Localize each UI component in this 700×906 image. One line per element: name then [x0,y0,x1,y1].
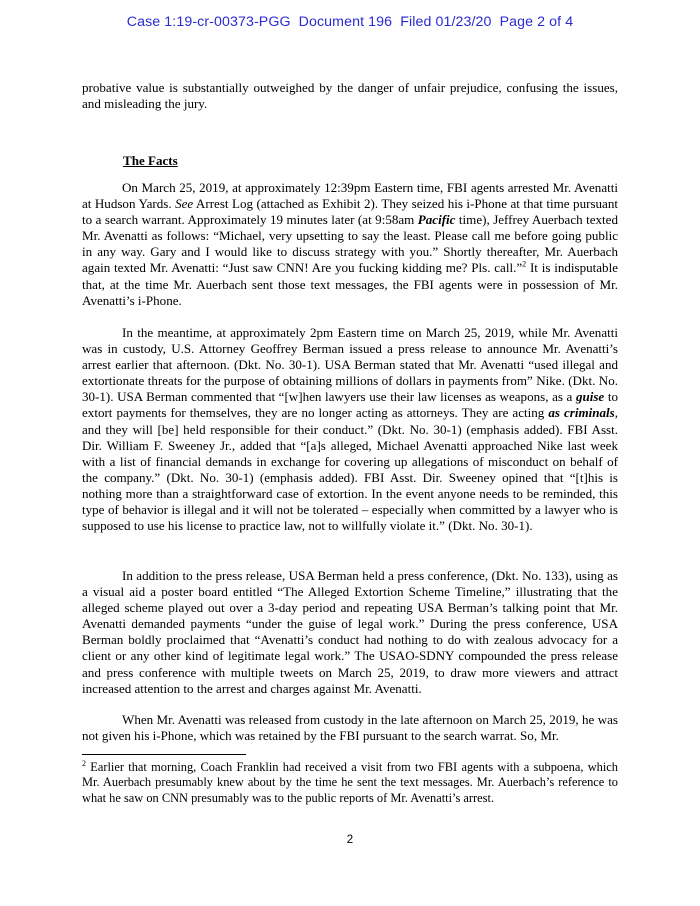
paragraph-3: In addition to the press release, USA Berman held a press conference, (Dkt. No. 133), using as a visual aid a poster board entitled “The Alleged Extortion Scheme Timeline,” illustrating that the alleged scheme played out over a 3-day period and repeating USA Berman’s talking point that Mr. Avenatti demanded payments “under the guise of legal work.” During the press conference, USA Berman boldly proclaimed that “Avenatti’s conduct had nothing to do with zealous advocacy for a client or any other kind of legitimate legal work.” The USAO-SDNY compounded the press release and press conference with multiple tweets on March 25, 2019, to draw more viewers and attract increased attention to the arrest and charges against Mr. Avenatti. [82,568,618,696]
p1-text-c: time), Jeffrey Auerbach texted Mr. Avenatti as follows: “Michael, very upsetting to say the least. Please call me before going public in any way. Gary and I would like to discuss strategy with you.” Shortly thereafter, Mr. Auerbach again texted Mr. Avenatti: “Just saw CNN! Are you fucking kidding me? Pls. call.” [82,212,618,276]
p2-text-c: , and they will [be] held responsible for their conduct.” (Dkt. No. 30-1) (emphasis added). FBI Asst. Dir. William F. Sweeney Jr., added that “[a]s alleged, Michael Avenatti approached Nike last week with a list of financial demands in exchange for covering up allegations of misconduct on behalf of the company.” (Dkt. No. 30-1) (emphasis added). FBI Asst. Dir. Sweeney opined that “[t]his is nothing more than a straightforward case of extortion. In the event anyone needs to be reminded, this type of behavior is illegal and it will not be tolerated – especially when committed by a lawyer who is supposed to use his license to practice law, not to willfully violate it.” (Dkt. No. 30-1). [82,405,618,534]
footnote-mark: 2 [82,758,86,768]
footnote-reference: 2 [522,260,527,270]
filed-date: Filed 01/23/20 [400,14,492,30]
footnote-2 [82,760,618,806]
page-indicator: Page 2 of 4 [499,14,574,30]
p1-text-a: On March 25, 2019, at approximately 12:39pm Eastern time, FBI agents arrested Mr. Avenatti at Hudson Yards. [82,180,618,212]
footnote-divider [82,754,246,755]
p1-see: See [175,196,194,212]
paragraph-2 [82,325,618,534]
p2-text-a: In the meantime, at approximately 2pm Eastern time on March 25, 2019, while Mr. Avenatti was in custody, U.S. Attorney Geoffrey Berman issued a press release to announce Mr. Avenatti’s arrest earlier that afternoon. (Dkt. No. 30-1). USA Berman stated that Mr. Avenatti “used illegal and extortionate threats for the purpose of obtaining millions of dollars in payments from” Nike. (Dkt. No. 30-1). USA Berman commented that “[w]hen lawyers use their law licenses as weapons, as a [82,325,618,405]
document-number: Document 196 [298,14,393,30]
p1-text-d: It is indisputable that, at the time Mr. Auerbach sent those text messages, the FBI agents were in possession of Mr. Avenatti’s i-Phone. [82,260,618,308]
ecf-header [0,14,700,30]
p2-guise: guise [575,389,605,405]
paragraph-1 [82,180,618,309]
paragraph-4: When Mr. Avenatti was released from custody in the late afternoon on March 25, 2019, he was not given his i-Phone, which was retained by the FBI pursuant to the search warrat. So, Mr. [82,712,618,744]
facts-paragraph-1 [82,180,618,309]
p2-criminals: as criminals [548,405,615,421]
section-heading: The Facts [123,153,178,168]
case-number: Case 1:19-cr-00373-PGG [126,14,291,30]
p1-text-b: Arrest Log (attached as Exhibit 2). They seized his i-Phone at that time pursuant to a search warrant. Approximately 19 minutes later (at 9:58am [82,196,618,228]
carryover-text: probative value is substantially outweighed by the danger of unfair prejudice, confusing the issues, and misleading the jury. [82,80,618,112]
carryover-paragraph [82,80,618,112]
p2-text-b: to extort payments for themselves, they are no longer acting as attorneys. They are acting [82,389,618,421]
facts-paragraph-2 [82,325,618,534]
footnote-text: Earlier that morning, Coach Franklin had received a visit from two FBI agents with a subpoena, which Mr. Auerbach presumably knew about by the time he sent the text messages. Mr. Auerbach’s reference to what he saw on CNN presumably was to the public reports of Mr. Avenatti’s arrest. [82,760,618,805]
facts-paragraph-4 [82,712,618,744]
page-number: 2 [346,834,354,846]
p1-pacific: Pacific [417,212,456,228]
facts-paragraph-3 [82,568,618,697]
